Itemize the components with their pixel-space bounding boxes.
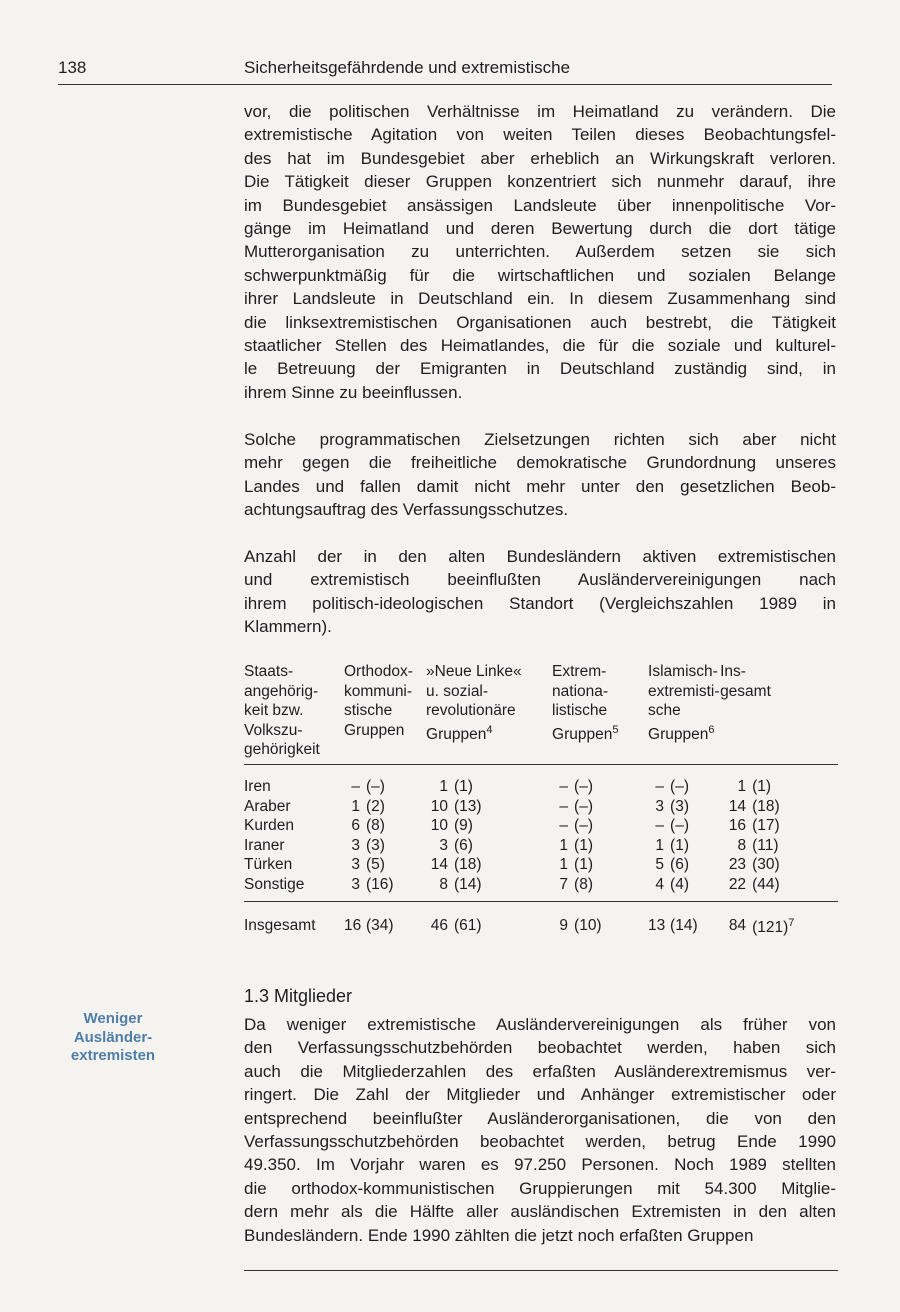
- value-1990: 16: [728, 817, 747, 835]
- table-row: [244, 797, 838, 817]
- value-1989: (11): [752, 836, 779, 854]
- value-1989: (1): [670, 836, 689, 854]
- column-header-line: nationa-: [552, 682, 609, 700]
- value-1989: (4): [670, 875, 689, 893]
- column-header-line: kommuni-: [344, 682, 413, 700]
- value-1990: –: [559, 817, 569, 835]
- footnote-marker: 4: [486, 723, 493, 736]
- value-1990: 10: [430, 817, 449, 835]
- text-line: achtungsauftrag des Verfassungsschutzes.: [244, 500, 569, 520]
- row-label: Iraner: [244, 836, 285, 854]
- value-1990: –: [655, 777, 665, 795]
- value-1989: (–): [574, 817, 593, 835]
- row-label: Araber: [244, 797, 291, 815]
- text-line: staatlicher Stellen des Heimatlandes, die für die soziale und kulturel-: [244, 336, 836, 356]
- value-1990: 6: [351, 817, 360, 835]
- value-1989: (2): [366, 797, 385, 815]
- column-header-line: Gruppen: [426, 725, 487, 743]
- text-line: Solche programmatischen Zielsetzungen richten sich aber nicht: [244, 430, 836, 449]
- text-line: extremistische Agitation von weiten Teilen dieses Beobachtungsfel-: [244, 125, 836, 145]
- value-1989: (–): [574, 797, 593, 815]
- text-line: gänge im Heimatland und deren Bewertung durch die dort tätige: [244, 219, 836, 239]
- column-header-line: sche: [648, 702, 681, 720]
- table-header-row: [244, 662, 838, 764]
- text-line: 49.350. Im Vorjahr waren es 97.250 Personen. Noch 1989 stellten: [244, 1155, 836, 1175]
- value-1989: (34): [366, 916, 394, 934]
- value-1990: 16: [344, 916, 362, 934]
- value-1990: 1: [737, 777, 747, 795]
- margin-note-line: Ausländer-: [73, 1028, 153, 1046]
- value-1990: 13: [648, 916, 666, 934]
- page-number: 138: [58, 58, 87, 77]
- value-1990: 22: [728, 875, 747, 893]
- column-header: [552, 662, 648, 764]
- value-1989: (1): [454, 777, 473, 795]
- text-line: ringert. Die Zahl der Mitglieder und Anhänger extremistischer oder: [244, 1085, 836, 1105]
- value-1990: –: [559, 797, 569, 815]
- text-line: ihrem Sinne zu beeinflussen.: [244, 382, 463, 402]
- text-line: mehr gegen die freiheitliche demokratische Grundordnung unseres: [244, 453, 836, 473]
- header-rule: [58, 84, 832, 85]
- section-heading: 1.3 Mitglieder: [244, 986, 353, 1006]
- footnote-marker: 5: [612, 723, 619, 736]
- column-header: [720, 662, 838, 764]
- table-row: [244, 855, 838, 875]
- value-1989: (18): [752, 797, 780, 815]
- value-1990: 3: [655, 797, 665, 815]
- column-header: [648, 662, 720, 764]
- column-header-line: keit bzw.: [244, 702, 304, 720]
- column-header-line: listische: [552, 702, 608, 720]
- value-1990: 1: [351, 797, 360, 815]
- text-line: entsprechend beeinflußter Ausländerorganisationen, die von den: [244, 1108, 836, 1128]
- value-1989: (1): [752, 777, 772, 795]
- text-line: die linksextremistischen Organisationen auch bestrebt, die Tätigkeit: [244, 312, 836, 332]
- footer-rule: [244, 1270, 838, 1271]
- value-1989: (–): [670, 777, 689, 795]
- column-header-line: Volkszu-: [244, 721, 303, 739]
- value-1990: 14: [728, 797, 747, 815]
- value-1989: (9): [454, 817, 473, 835]
- column-header-line: Ins-: [720, 663, 746, 680]
- value-1990: 5: [655, 856, 665, 874]
- table-caption: [244, 545, 836, 639]
- column-header-line: Gruppen: [344, 721, 405, 739]
- column-header-line: »Neue Linke«: [426, 663, 522, 680]
- value-1990: 7: [559, 875, 569, 893]
- text-line: vor, die politischen Verhältnisse im Heimatland zu verändern. Die: [244, 102, 836, 121]
- value-1989: (61): [454, 916, 482, 934]
- table-row: [244, 875, 838, 901]
- value-1989: (5): [366, 856, 385, 874]
- margin-note-line: Weniger: [83, 1010, 143, 1027]
- value-1989: (8): [574, 875, 593, 893]
- page-header: [58, 54, 832, 86]
- value-1990: 8: [439, 875, 449, 893]
- row-label: Sonstige: [244, 875, 305, 893]
- value-1990: 1: [655, 836, 665, 854]
- value-1989: (44): [752, 875, 780, 893]
- column-header-line: u. sozial-: [426, 682, 489, 700]
- text-line: Verfassungsschutzbehörden beobachtet werden, betrug Ende 1990: [244, 1132, 836, 1152]
- text-line: ihrer Landsleute in Deutschland ein. In diesem Zusammenhang sind: [244, 289, 836, 309]
- value-1990: 1: [439, 777, 449, 795]
- value-1990: 10: [430, 797, 449, 815]
- value-1989: (1): [574, 856, 593, 874]
- value-1989: (18): [454, 856, 482, 874]
- table-row: [244, 764, 838, 796]
- value-1989: (8): [366, 817, 385, 835]
- margin-note-line: extremisten: [70, 1047, 156, 1064]
- text-line: die orthodox-kommunistischen Gruppierungen mit 54.300 Mitglie-: [244, 1178, 836, 1198]
- value-1990: 9: [559, 916, 569, 934]
- value-1990: 46: [430, 916, 449, 934]
- footnote-marker: 7: [788, 916, 795, 929]
- value-1989: (–): [574, 777, 593, 795]
- value-1989: (1): [574, 836, 593, 854]
- text-line: Landes und fallen damit nicht mehr unter den gesetzlichen Beob-: [244, 476, 836, 496]
- value-1990: 3: [351, 856, 360, 874]
- text-line: Bundesländern. Ende 1990 zählten die jetzt noch erfaßten Gruppen: [244, 1225, 754, 1245]
- value-1989: (–): [366, 777, 385, 795]
- value-1990: 4: [655, 875, 665, 893]
- table-body: [244, 764, 838, 901]
- table-total-row: [244, 901, 838, 937]
- column-header-line: stische: [344, 702, 393, 720]
- column-header: [244, 662, 344, 764]
- value-1989: (6): [670, 856, 689, 874]
- value-1989: (30): [752, 856, 780, 874]
- value-1989: (6): [454, 836, 473, 854]
- value-1989: (14): [454, 875, 482, 893]
- text-line: ihrem politisch-ideologischen Standort (Vergleichszahlen 1989 in: [244, 593, 836, 613]
- column-header-line: extremisti-: [648, 682, 720, 700]
- row-label: Türken: [244, 856, 293, 874]
- value-1990: 1: [559, 856, 569, 874]
- row-label: Kurden: [244, 817, 294, 835]
- value-1990: 3: [351, 836, 360, 854]
- column-header-line: Staats-: [244, 663, 294, 680]
- value-1990: 3: [351, 875, 360, 893]
- value-1990: –: [559, 777, 569, 795]
- value-1989: $(121)^7$: [752, 916, 795, 936]
- column-header-line: Extrem-: [552, 663, 607, 680]
- column-header-line: Orthodox-: [344, 663, 413, 680]
- statistics-table: [244, 662, 838, 937]
- paragraph-2: [244, 428, 836, 522]
- column-header-line: Islamisch-: [648, 663, 718, 680]
- row-label: Insgesamt: [244, 916, 316, 934]
- value-1989: (3): [670, 797, 689, 815]
- section-paragraph: [244, 1013, 836, 1247]
- text-line: Anzahl der in den alten Bundesländern aktiven extremistischen: [244, 547, 836, 566]
- paragraph-1: [244, 100, 836, 404]
- value-1989: (3): [366, 836, 385, 854]
- margin-note: [58, 1010, 168, 1066]
- value-1989: (17): [752, 817, 780, 835]
- statistics-table-container: [244, 662, 838, 937]
- value-1989: (10): [574, 916, 602, 934]
- text-line: schwerpunktmäßig für die wirtschaftlichen und sozialen Belange: [244, 265, 836, 285]
- text-line: le Betreuung der Emigranten in Deutschland zuständig sind, in: [244, 359, 836, 379]
- value-1990: –: [655, 817, 665, 835]
- value-1990: –: [351, 777, 360, 795]
- column-header-line: angehörig-: [244, 682, 319, 700]
- text-line: und extremistisch beeinflußten Ausländervereinigungen nach: [244, 570, 836, 590]
- text-line: Mutterorganisation zu unterrichten. Außerdem setzen sie sich: [244, 242, 836, 262]
- column-header-line: revolutionäre: [426, 702, 516, 720]
- column-header-line: Gruppen: [552, 725, 613, 743]
- text-line: dern mehr als die Hälfte aller ausländischen Extremisten in den alten: [244, 1202, 836, 1222]
- text-line: auch die Mitgliederzahlen des erfaßten Ausländerextremismus ver-: [244, 1061, 836, 1081]
- text-line: Klammern).: [244, 617, 332, 637]
- text-line: den Verfassungsschutzbehörden beobachtet werden, haben sich: [244, 1038, 836, 1058]
- running-title: Sicherheitsgefährdende und extremistische: [244, 58, 571, 77]
- value-1989: (14): [670, 916, 698, 934]
- column-header-line: Gruppen: [648, 725, 709, 743]
- column-header-line: gehörigkeit: [244, 741, 320, 759]
- table-row: [244, 816, 838, 836]
- column-header: [344, 662, 426, 764]
- value-1990: 14: [430, 856, 449, 874]
- value-1990: 1: [559, 836, 569, 854]
- row-label: Iren: [244, 777, 271, 795]
- text-line: Die Tätigkeit dieser Gruppen konzentriert sich nunmehr darauf, ihre: [244, 172, 836, 192]
- table-row: [244, 836, 838, 856]
- text-line: Da weniger extremistische Ausländervereinigungen als früher von: [244, 1015, 836, 1034]
- column-header-line: gesamt: [720, 682, 771, 700]
- column-header: [426, 662, 552, 764]
- value-1990: 84: [728, 916, 747, 934]
- footnote-marker: 6: [708, 723, 715, 736]
- value-1989: (–): [670, 817, 689, 835]
- text-line: des hat im Bundesgebiet aber erheblich an Wirkungskraft verloren.: [244, 148, 836, 168]
- value-1990: 3: [439, 836, 449, 854]
- value-1989: (16): [366, 875, 394, 893]
- value-1989: (13): [454, 797, 482, 815]
- value-1990: 8: [737, 836, 747, 854]
- value-1990: 23: [728, 856, 747, 874]
- text-line: im Bundesgebiet ansässigen Landsleute über innenpolitische Vor-: [244, 195, 836, 215]
